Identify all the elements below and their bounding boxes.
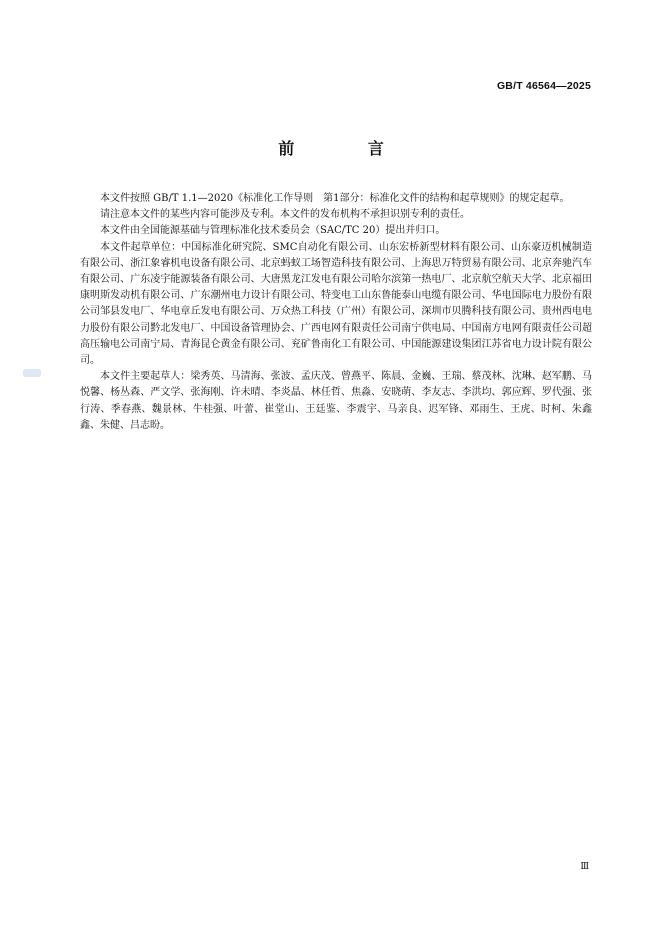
document-body [80, 191, 592, 434]
paragraph-patent-notice: 请注意本文件的某些内容可能涉及专利。本文件的发布机构不承担识别专利的责任。 [100, 209, 470, 221]
paragraph-proposer: 本文件由全国能源基础与管理标准化技术委员会（SAC/TC 20）提出并归口。 [100, 225, 446, 237]
page-number: Ⅲ [580, 862, 590, 872]
side-watermark-mark [23, 369, 41, 377]
paragraph-drafting-units: 本文件起草单位：中国标准化研究院、SMC自动化有限公司、山东宏桥新型材料有限公司、山东豪迈机械制造有限公司、浙江象睿机电设备有限公司、北京蚂蚁工场智造科技有限公司、上海思万特贸易有限公司、北京奔驰汽车有限公司、广东凌宇能源装备有限公司、大唐黑龙江发电有限公司哈尔滨第一热电厂、北京航空航天大学、北京福田康明斯发动机有限公司、广东潮州电力设计有限公司、特变电工山东鲁能泰山电缆有限公司、华电国际电力股份有限公司邹县发电厂、华电章丘发电有限公司、万众热工科技（广州）有限公司、深圳市贝腾科技有限公司、贵州西电电力股份有限公司黔北发电厂、中国设备管理协会、广西电网有限责任公司南宁供电局、中国南方电网有限责任公司超高压输电公司南宁局、青海昆仑黄金有限公司、兖矿鲁南化工有限公司、中国能源建设集团江苏省电力设计院有限公司。 [80, 241, 592, 367]
paragraph-drafting-rules: 本文件按照 GB/T 1.1—2020《标准化工作导则 第1部分：标准化文件的结构和起草规则》的规定起草。 [100, 193, 570, 204]
paragraph-drafters: 本文件主要起草人：梁秀英、马清海、张波、孟庆茂、曾燕平、陈晨、金巍、王瑞、蔡茂林、沈琳、赵军鹏、马悦馨、杨丛森、严文学、张海刚、许未晴、李炎晶、林任哲、焦淼、安晓萌、李友志、李洪均、郭应辉、罗代强、张行涛、季春燕、魏景林、牛桂强、叶蕾、崔堂山、王廷鉴、李震宇、马亲良、迟军锋、邓雨生、王虎、时柯、朱鑫鑫、朱健、吕志盼。 [80, 371, 592, 431]
page-title: 前 言 [278, 139, 418, 158]
standard-code: GB/T 46564—2025 [496, 80, 591, 92]
